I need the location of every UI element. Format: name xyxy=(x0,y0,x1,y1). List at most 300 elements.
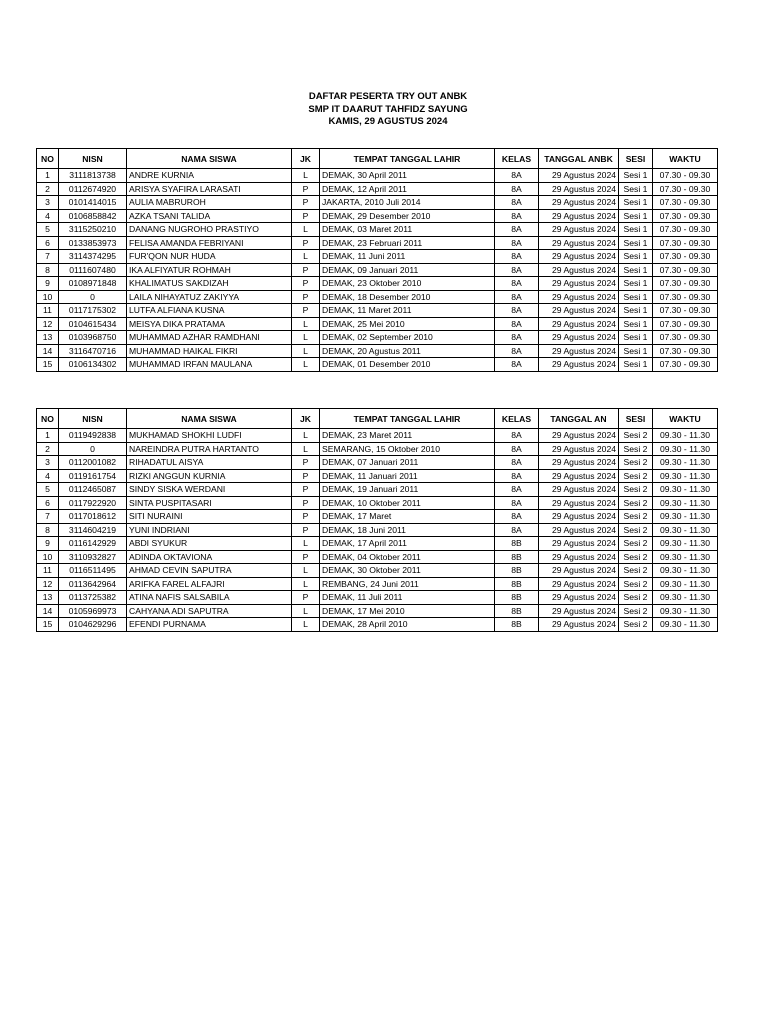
class-cell: 8A xyxy=(495,469,539,483)
class-cell: 8B xyxy=(495,618,539,632)
table-header-row xyxy=(37,149,718,169)
student-name-cell: FUR'QON NUR HUDA xyxy=(127,250,292,264)
exam-date-cell: 29 Agustus 2024 xyxy=(539,331,619,345)
birth-place-date-cell: DEMAK, 11 Juli 2011 xyxy=(320,591,495,605)
gender-cell: P xyxy=(292,523,320,537)
exam-date-cell: 29 Agustus 2024 xyxy=(539,317,619,331)
student-name-cell: SINTA PUSPITASARI xyxy=(127,496,292,510)
session-cell: Sesi 1 xyxy=(619,223,653,237)
session-cell: Sesi 1 xyxy=(619,250,653,264)
table-row xyxy=(37,236,718,250)
column-header-time: WAKTU xyxy=(653,409,718,429)
session-cell: Sesi 1 xyxy=(619,182,653,196)
no-cell: 11 xyxy=(37,304,59,318)
session-cell: Sesi 2 xyxy=(619,618,653,632)
nisn-cell: 0 xyxy=(59,290,127,304)
student-name-cell: ARISYA SYAFIRA LARASATI xyxy=(127,182,292,196)
no-cell: 6 xyxy=(37,496,59,510)
nisn-cell: 0112001082 xyxy=(59,456,127,470)
exam-date-cell: 29 Agustus 2024 xyxy=(539,290,619,304)
table-header-row xyxy=(37,409,718,429)
session-cell: Sesi 1 xyxy=(619,331,653,345)
no-cell: 3 xyxy=(37,196,59,210)
gender-cell: L xyxy=(292,618,320,632)
exam-date-cell: 29 Agustus 2024 xyxy=(539,577,619,591)
no-cell: 10 xyxy=(37,290,59,304)
table-row xyxy=(37,250,718,264)
birth-place-date-cell: DEMAK, 01 Desember 2010 xyxy=(320,358,495,372)
column-header-birth-place-date: TEMPAT TANGGAL LAHIR xyxy=(320,409,495,429)
nisn-cell: 0108971848 xyxy=(59,277,127,291)
column-header-no: NO xyxy=(37,409,59,429)
student-name-cell: LUTFA ALFIANA KUSNA xyxy=(127,304,292,318)
student-name-cell: MUHAMMAD IRFAN MAULANA xyxy=(127,358,292,372)
class-cell: 8A xyxy=(495,263,539,277)
session-cell: Sesi 2 xyxy=(619,456,653,470)
exam-date-cell: 29 Agustus 2024 xyxy=(539,591,619,605)
student-name-cell: MUHAMMAD AZHAR RAMDHANI xyxy=(127,331,292,345)
student-name-cell: AHMAD CEVIN SAPUTRA xyxy=(127,564,292,578)
column-header-no: NO xyxy=(37,149,59,169)
gender-cell: L xyxy=(292,317,320,331)
session-cell: Sesi 1 xyxy=(619,304,653,318)
gender-cell: L xyxy=(292,331,320,345)
student-name-cell: FELISA AMANDA FEBRIYANI xyxy=(127,236,292,250)
birth-place-date-cell: DEMAK, 17 Maret xyxy=(320,510,495,524)
session-cell: Sesi 1 xyxy=(619,358,653,372)
exam-date-cell: 29 Agustus 2024 xyxy=(539,344,619,358)
exam-date-cell: 29 Agustus 2024 xyxy=(539,483,619,497)
no-cell: 7 xyxy=(37,510,59,524)
time-cell: 09.30 - 11.30 xyxy=(653,523,718,537)
time-cell: 07.30 - 09.30 xyxy=(653,317,718,331)
class-cell: 8A xyxy=(495,250,539,264)
birth-place-date-cell: DEMAK, 10 Oktober 2011 xyxy=(320,496,495,510)
nisn-cell: 0116511495 xyxy=(59,564,127,578)
birth-place-date-cell: DEMAK, 17 April 2011 xyxy=(320,537,495,551)
participant-table-session-2 xyxy=(36,408,718,632)
birth-place-date-cell: DEMAK, 29 Desember 2010 xyxy=(320,209,495,223)
session-cell: Sesi 2 xyxy=(619,577,653,591)
table-row xyxy=(37,263,718,277)
session-cell: Sesi 1 xyxy=(619,277,653,291)
student-name-cell: CAHYANA ADI SAPUTRA xyxy=(127,604,292,618)
gender-cell: L xyxy=(292,344,320,358)
table-row xyxy=(37,496,718,510)
student-name-cell: MUHAMMAD HAIKAL FIKRI xyxy=(127,344,292,358)
gender-cell: L xyxy=(292,442,320,456)
gender-cell: P xyxy=(292,290,320,304)
exam-date-cell: 29 Agustus 2024 xyxy=(539,456,619,470)
session-cell: Sesi 2 xyxy=(619,537,653,551)
gender-cell: L xyxy=(292,564,320,578)
student-name-cell: RIZKI ANGGUN KURNIA xyxy=(127,469,292,483)
gender-cell: L xyxy=(292,604,320,618)
nisn-cell: 0119492838 xyxy=(59,429,127,443)
session-cell: Sesi 1 xyxy=(619,196,653,210)
class-cell: 8A xyxy=(495,483,539,497)
column-header-class: KELAS xyxy=(495,149,539,169)
nisn-cell: 0104629296 xyxy=(59,618,127,632)
nisn-cell: 3114374295 xyxy=(59,250,127,264)
column-header-exam-date: TANGGAL AN xyxy=(539,409,619,429)
birth-place-date-cell: DEMAK, 12 April 2011 xyxy=(320,182,495,196)
nisn-cell: 0111607480 xyxy=(59,263,127,277)
student-name-cell: SINDY SISKA WERDANI xyxy=(127,483,292,497)
student-name-cell: ARIFKA FAREL ALFAJRI xyxy=(127,577,292,591)
nisn-cell: 0106858842 xyxy=(59,209,127,223)
column-header-nisn: NISN xyxy=(59,409,127,429)
no-cell: 13 xyxy=(37,591,59,605)
student-name-cell: MEISYA DIKA PRATAMA xyxy=(127,317,292,331)
no-cell: 1 xyxy=(37,429,59,443)
column-header-gender: JK xyxy=(292,149,320,169)
time-cell: 07.30 - 09.30 xyxy=(653,290,718,304)
birth-place-date-cell: DEMAK, 23 Maret 2011 xyxy=(320,429,495,443)
student-name-cell: ANDRE KURNIA xyxy=(127,169,292,183)
exam-date-cell: 29 Agustus 2024 xyxy=(539,496,619,510)
nisn-cell: 0103968750 xyxy=(59,331,127,345)
class-cell: 8A xyxy=(495,277,539,291)
no-cell: 9 xyxy=(37,537,59,551)
session-cell: Sesi 2 xyxy=(619,550,653,564)
time-cell: 07.30 - 09.30 xyxy=(653,277,718,291)
gender-cell: P xyxy=(292,483,320,497)
table-row xyxy=(37,510,718,524)
session-cell: Sesi 2 xyxy=(619,442,653,456)
class-cell: 8A xyxy=(495,182,539,196)
session-cell: Sesi 1 xyxy=(619,317,653,331)
no-cell: 8 xyxy=(37,523,59,537)
time-cell: 09.30 - 11.30 xyxy=(653,496,718,510)
birth-place-date-cell: DEMAK, 19 Januari 2011 xyxy=(320,483,495,497)
birth-place-date-cell: DEMAK, 03 Maret 2011 xyxy=(320,223,495,237)
nisn-cell: 0113642964 xyxy=(59,577,127,591)
no-cell: 8 xyxy=(37,263,59,277)
table-row xyxy=(37,550,718,564)
gender-cell: P xyxy=(292,182,320,196)
gender-cell: P xyxy=(292,550,320,564)
class-cell: 8B xyxy=(495,550,539,564)
no-cell: 14 xyxy=(37,604,59,618)
class-cell: 8A xyxy=(495,456,539,470)
nisn-cell: 0117175302 xyxy=(59,304,127,318)
nisn-cell: 3111813738 xyxy=(59,169,127,183)
time-cell: 07.30 - 09.30 xyxy=(653,209,718,223)
time-cell: 07.30 - 09.30 xyxy=(653,182,718,196)
class-cell: 8A xyxy=(495,523,539,537)
exam-date-cell: 29 Agustus 2024 xyxy=(539,196,619,210)
table-row xyxy=(37,196,718,210)
no-cell: 14 xyxy=(37,344,59,358)
table-row xyxy=(37,290,718,304)
nisn-cell: 0113725382 xyxy=(59,591,127,605)
exam-date-cell: 29 Agustus 2024 xyxy=(539,277,619,291)
session-cell: Sesi 1 xyxy=(619,236,653,250)
gender-cell: P xyxy=(292,209,320,223)
student-name-cell: KHALIMATUS SAKDIZAH xyxy=(127,277,292,291)
class-cell: 8B xyxy=(495,564,539,578)
nisn-cell: 0117018612 xyxy=(59,510,127,524)
birth-place-date-cell: DEMAK, 07 Januari 2011 xyxy=(320,456,495,470)
time-cell: 09.30 - 11.30 xyxy=(653,550,718,564)
birth-place-date-cell: DEMAK, 18 Juni 2011 xyxy=(320,523,495,537)
class-cell: 8B xyxy=(495,591,539,605)
time-cell: 07.30 - 09.30 xyxy=(653,236,718,250)
no-cell: 6 xyxy=(37,236,59,250)
table-row xyxy=(37,182,718,196)
time-cell: 07.30 - 09.30 xyxy=(653,263,718,277)
gender-cell: L xyxy=(292,537,320,551)
no-cell: 11 xyxy=(37,564,59,578)
gender-cell: P xyxy=(292,510,320,524)
exam-date-cell: 29 Agustus 2024 xyxy=(539,550,619,564)
table-row xyxy=(37,456,718,470)
participant-table-session-1 xyxy=(36,148,718,372)
class-cell: 8A xyxy=(495,317,539,331)
exam-date-cell: 29 Agustus 2024 xyxy=(539,469,619,483)
class-cell: 8B xyxy=(495,604,539,618)
student-name-cell: AULIA MABRUROH xyxy=(127,196,292,210)
session-cell: Sesi 1 xyxy=(619,290,653,304)
class-cell: 8A xyxy=(495,236,539,250)
student-name-cell: EFENDI PURNAMA xyxy=(127,618,292,632)
nisn-cell: 3114604219 xyxy=(59,523,127,537)
class-cell: 8A xyxy=(495,429,539,443)
nisn-cell: 0112465087 xyxy=(59,483,127,497)
class-cell: 8A xyxy=(495,196,539,210)
no-cell: 2 xyxy=(37,442,59,456)
time-cell: 09.30 - 11.30 xyxy=(653,442,718,456)
gender-cell: L xyxy=(292,250,320,264)
gender-cell: L xyxy=(292,429,320,443)
session-cell: Sesi 1 xyxy=(619,209,653,223)
gender-cell: L xyxy=(292,577,320,591)
time-cell: 09.30 - 11.30 xyxy=(653,483,718,497)
birth-place-date-cell: REMBANG, 24 Juni 2011 xyxy=(320,577,495,591)
gender-cell: P xyxy=(292,469,320,483)
table-row xyxy=(37,344,718,358)
time-cell: 07.30 - 09.30 xyxy=(653,358,718,372)
table-row xyxy=(37,564,718,578)
class-cell: 8A xyxy=(495,304,539,318)
no-cell: 1 xyxy=(37,169,59,183)
no-cell: 3 xyxy=(37,456,59,470)
table-row xyxy=(37,277,718,291)
session-cell: Sesi 1 xyxy=(619,344,653,358)
student-name-cell: IKA ALFIYATUR ROHMAH xyxy=(127,263,292,277)
class-cell: 8A xyxy=(495,223,539,237)
nisn-cell: 0112674920 xyxy=(59,182,127,196)
gender-cell: P xyxy=(292,236,320,250)
class-cell: 8A xyxy=(495,358,539,372)
student-name-cell: ABDI SYUKUR xyxy=(127,537,292,551)
event-date: KAMIS, 29 AGUSTUS 2024 xyxy=(328,116,448,127)
exam-date-cell: 29 Agustus 2024 xyxy=(539,209,619,223)
nisn-cell: 0133853973 xyxy=(59,236,127,250)
session-cell: Sesi 2 xyxy=(619,510,653,524)
exam-date-cell: 29 Agustus 2024 xyxy=(539,358,619,372)
table-row xyxy=(37,429,718,443)
time-cell: 07.30 - 09.30 xyxy=(653,223,718,237)
birth-place-date-cell: DEMAK, 30 April 2011 xyxy=(320,169,495,183)
birth-place-date-cell: DEMAK, 30 Oktober 2011 xyxy=(320,564,495,578)
time-cell: 09.30 - 11.30 xyxy=(653,456,718,470)
column-header-time: WAKTU xyxy=(653,149,718,169)
exam-date-cell: 29 Agustus 2024 xyxy=(539,618,619,632)
exam-date-cell: 29 Agustus 2024 xyxy=(539,510,619,524)
no-cell: 15 xyxy=(37,618,59,632)
student-name-cell: MUKHAMAD SHOKHI LUDFI xyxy=(127,429,292,443)
session-cell: Sesi 1 xyxy=(619,169,653,183)
table-row xyxy=(37,618,718,632)
column-header-exam-date: TANGGAL ANBK xyxy=(539,149,619,169)
nisn-cell: 0106134302 xyxy=(59,358,127,372)
exam-date-cell: 29 Agustus 2024 xyxy=(539,564,619,578)
nisn-cell: 0116142929 xyxy=(59,537,127,551)
no-cell: 9 xyxy=(37,277,59,291)
gender-cell: P xyxy=(292,277,320,291)
time-cell: 07.30 - 09.30 xyxy=(653,304,718,318)
session-cell: Sesi 2 xyxy=(619,469,653,483)
class-cell: 8A xyxy=(495,290,539,304)
time-cell: 07.30 - 09.30 xyxy=(653,331,718,345)
class-cell: 8A xyxy=(495,344,539,358)
session-cell: Sesi 1 xyxy=(619,263,653,277)
birth-place-date-cell: DEMAK, 11 Maret 2011 xyxy=(320,304,495,318)
table-row xyxy=(37,169,718,183)
no-cell: 13 xyxy=(37,331,59,345)
school-name: SMP IT DAARUT TAHFIDZ SAYUNG xyxy=(308,103,468,115)
time-cell: 07.30 - 09.30 xyxy=(653,344,718,358)
student-name-cell: RIHADATUL AISYA xyxy=(127,456,292,470)
birth-place-date-cell: DEMAK, 02 September 2010 xyxy=(320,331,495,345)
exam-date-cell: 29 Agustus 2024 xyxy=(539,442,619,456)
gender-cell: L xyxy=(292,169,320,183)
column-header-gender: JK xyxy=(292,409,320,429)
student-name-cell: DANANG NUGROHO PRASTIYO xyxy=(127,223,292,237)
exam-date-cell: 29 Agustus 2024 xyxy=(539,169,619,183)
birth-place-date-cell: SEMARANG, 15 Oktober 2010 xyxy=(320,442,495,456)
nisn-cell: 3110932827 xyxy=(59,550,127,564)
nisn-cell: 3116470716 xyxy=(59,344,127,358)
student-name-cell: ATINA NAFIS SALSABILA xyxy=(127,591,292,605)
column-header-birth-place-date: TEMPAT TANGGAL LAHIR xyxy=(320,149,495,169)
no-cell: 12 xyxy=(37,317,59,331)
table-row xyxy=(37,591,718,605)
table-row xyxy=(37,577,718,591)
time-cell: 09.30 - 11.30 xyxy=(653,469,718,483)
no-cell: 7 xyxy=(37,250,59,264)
column-header-class: KELAS xyxy=(495,409,539,429)
document-title: DAFTAR PESERTA TRY OUT ANBK xyxy=(308,91,468,102)
class-cell: 8A xyxy=(495,510,539,524)
exam-date-cell: 29 Agustus 2024 xyxy=(539,263,619,277)
nisn-cell: 0 xyxy=(59,442,127,456)
document-header xyxy=(0,91,768,129)
birth-place-date-cell: DEMAK, 20 Agustus 2011 xyxy=(320,344,495,358)
session-cell: Sesi 2 xyxy=(619,591,653,605)
session-cell: Sesi 2 xyxy=(619,564,653,578)
class-cell: 8B xyxy=(495,537,539,551)
exam-date-cell: 29 Agustus 2024 xyxy=(539,250,619,264)
exam-date-cell: 29 Agustus 2024 xyxy=(539,523,619,537)
table-row xyxy=(37,523,718,537)
no-cell: 4 xyxy=(37,209,59,223)
session-cell: Sesi 2 xyxy=(619,496,653,510)
birth-place-date-cell: DEMAK, 28 April 2010 xyxy=(320,618,495,632)
exam-date-cell: 29 Agustus 2024 xyxy=(539,182,619,196)
column-header-student-name: NAMA SISWA xyxy=(127,409,292,429)
birth-place-date-cell: DEMAK, 11 Juni 2011 xyxy=(320,250,495,264)
no-cell: 2 xyxy=(37,182,59,196)
exam-date-cell: 29 Agustus 2024 xyxy=(539,304,619,318)
class-cell: 8A xyxy=(495,169,539,183)
exam-date-cell: 29 Agustus 2024 xyxy=(539,223,619,237)
birth-place-date-cell: DEMAK, 23 Oktober 2010 xyxy=(320,277,495,291)
class-cell: 8A xyxy=(495,331,539,345)
exam-date-cell: 29 Agustus 2024 xyxy=(539,429,619,443)
table-row xyxy=(37,358,718,372)
no-cell: 10 xyxy=(37,550,59,564)
time-cell: 09.30 - 11.30 xyxy=(653,591,718,605)
class-cell: 8A xyxy=(495,209,539,223)
birth-place-date-cell: JAKARTA, 2010 Juli 2014 xyxy=(320,196,495,210)
time-cell: 09.30 - 11.30 xyxy=(653,577,718,591)
time-cell: 09.30 - 11.30 xyxy=(653,537,718,551)
column-header-nisn: NISN xyxy=(59,149,127,169)
time-cell: 09.30 - 11.30 xyxy=(653,564,718,578)
no-cell: 5 xyxy=(37,483,59,497)
nisn-cell: 0105969973 xyxy=(59,604,127,618)
table-row xyxy=(37,331,718,345)
birth-place-date-cell: DEMAK, 17 Mei 2010 xyxy=(320,604,495,618)
session-cell: Sesi 2 xyxy=(619,523,653,537)
table-row xyxy=(37,223,718,237)
student-name-cell: NAREINDRA PUTRA HARTANTO xyxy=(127,442,292,456)
exam-date-cell: 29 Agustus 2024 xyxy=(539,604,619,618)
table-row xyxy=(37,483,718,497)
nisn-cell: 3115250210 xyxy=(59,223,127,237)
table-row xyxy=(37,537,718,551)
session-cell: Sesi 2 xyxy=(619,429,653,443)
nisn-cell: 0119161754 xyxy=(59,469,127,483)
no-cell: 15 xyxy=(37,358,59,372)
column-header-session: SESI xyxy=(619,409,653,429)
no-cell: 12 xyxy=(37,577,59,591)
birth-place-date-cell: DEMAK, 25 Mei 2010 xyxy=(320,317,495,331)
time-cell: 09.30 - 11.30 xyxy=(653,604,718,618)
table-row xyxy=(37,469,718,483)
gender-cell: P xyxy=(292,196,320,210)
gender-cell: P xyxy=(292,496,320,510)
exam-date-cell: 29 Agustus 2024 xyxy=(539,236,619,250)
class-cell: 8B xyxy=(495,577,539,591)
no-cell: 5 xyxy=(37,223,59,237)
table-row xyxy=(37,304,718,318)
session-cell: Sesi 2 xyxy=(619,483,653,497)
birth-place-date-cell: DEMAK, 04 Oktober 2011 xyxy=(320,550,495,564)
time-cell: 07.30 - 09.30 xyxy=(653,250,718,264)
class-cell: 8A xyxy=(495,442,539,456)
exam-date-cell: 29 Agustus 2024 xyxy=(539,537,619,551)
student-name-cell: YUNI INDRIANI xyxy=(127,523,292,537)
nisn-cell: 0101414015 xyxy=(59,196,127,210)
gender-cell: L xyxy=(292,223,320,237)
gender-cell: P xyxy=(292,263,320,277)
gender-cell: P xyxy=(292,456,320,470)
gender-cell: P xyxy=(292,304,320,318)
